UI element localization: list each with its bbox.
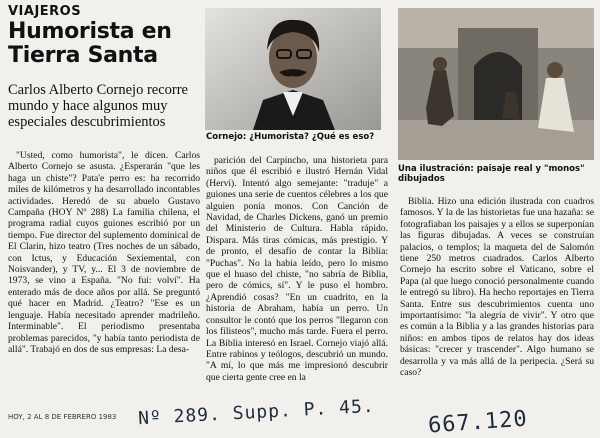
body-text-column-2: parición del Carpincho, una historieta para niños que él escribió e ilustró Hernán Vidal (Hervi). Intentó algo semejante: "traduje" a guiones una serie de cuentos célebres a los que alguien ponía monos. Con Canción de Navidad, de Charles Dickens, ganó un premio del Ministerio de Cultura. Habla rápido. Dispara. Más tiras cómicas, más prestigio. Y de pronto, el desafío de contar la Biblia: "Puchas". No la había leído, pero lo mismo que el huaso del chiste, "no sabría de Biblia, pero de cómics, sí". Y le puso el hombro. ¿Aprendió cosas? "En un cuadrito, en la historia de Abraham, había un perro. Un consultor le contó que los perros "llegaron con los filisteos", mucho más tarde. Fuera el perro. La Biblia interesó en Israel. Cornejo viajó allá. Entre rabinos y teólogos, descubrió un mundo. "A mí, lo que más me impresionó descubrir que cierta gente cree en la [206,155,388,383]
body-column-1 [8,150,200,355]
body-text-column-3: Biblia. Hizo una edición ilustrada con cuadros famosos. Y la de las historietas fue una hazaña: se fotografiaban los paisajes y a ellos se superponían las figuras dibujadas. A veces se construían palacios, o templos; la maqueta del de Salomón tiene 250 metros cuadrados. Carlos Alberto Cornejo ha escrito sobre el Vaticano, sobre el Papa (al que luego conoció personalmente cuando le entregó su libro). Ha hecho reportajes en Tierra Santa. Entre sus descubrimientos cuenta uno importantísimo: "la alegría de vivir". Y otro que es común a la Biblia y a las grandes historias para niños: en ambos tipos de relatos hay dos ideas básicas: "crecer y trascender". Algo humano se desarrolla y va más allá de la peripecia. ¿Será su caso? [400,196,594,379]
handwritten-reference: Nº 289. Supp. P. 45. [137,395,376,430]
section-label: VIAJEROS [8,4,82,19]
body-column-2 [206,155,388,383]
issue-line: HOY, 2 AL 8 DE FEBRERO 1983 [8,413,117,421]
handwritten-code: 667.120 [427,406,529,438]
portrait-caption: Cornejo: ¿Humorista? ¿Qué es eso? [206,132,375,142]
illustration-image [398,8,594,160]
portrait-image [205,8,381,130]
deck-subtitle: Carlos Alberto Cornejo recorre mundo y hace algunos muy especiales descubrimientos [8,82,188,130]
portrait-photo [205,8,381,130]
illustration-caption: Una ilustración: paisaje real y "monos" dibujados [398,164,585,184]
illustration-photo [398,8,594,160]
headline: Humorista en Tierra Santa [8,19,172,68]
body-text-column-1: "Usted, como humorista", le dicen. Carlos Alberto Cornejo se asusta. ¿Esperarán "que les haga un chiste"? Pata'e perro es: ha recorrido miles de kilómetros y ha desarrollado incontables actividades. Heredó de su abuelo Gustavo Campaña (HOY Nº 288) La familia chilena, el programa radial cuyos guiones escribió por un tiempo. Fue director del suplemento dominical de El Clarín, hizo teatro (Tres noches de un sábado, con Ictus, y Educación Sexiemental, con Noisvander), y TV, y... El 3 de noviembre de 1973, se vino a España. "No fui: volví". Ha enterado más de doce años por allá. Se preguntó qué hacer en Madrid. ¿Teatro? "Ese es un lenguaje. Había necesitado aprender madrileño. Interminable". El periodismo presentaba problemas parecidos, "y había tanto periodista de allá". Trabajó en dos de sus empresas: La desa- [8,150,200,355]
body-column-3 [400,196,594,379]
